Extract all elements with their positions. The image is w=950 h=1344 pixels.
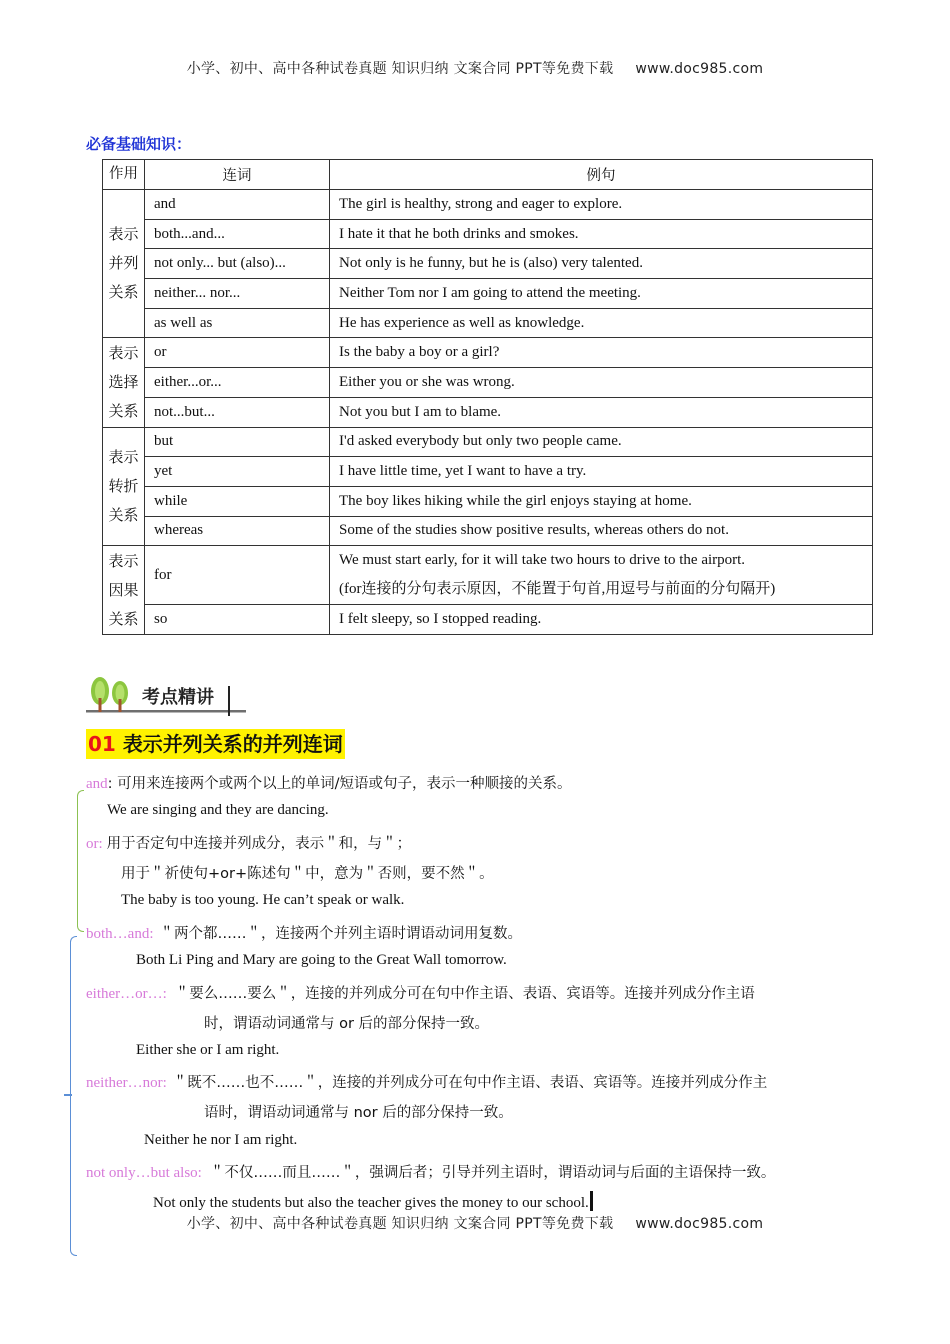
page-footer — [0, 1213, 950, 1233]
note-desc: ＂不仅……而且……＂，强调后者；引导并列主语时，谓语动词与后面的主语保持一致。 — [209, 1165, 776, 1181]
conj-cell: while — [145, 486, 330, 516]
table-row — [103, 190, 873, 220]
note-desc: ＂两个都……＂，连接两个并列主语时谓语动词用复数。 — [159, 926, 522, 942]
example-cell: Some of the studies show positive results, whereas others do not. — [330, 516, 873, 546]
conj-cell: and — [145, 190, 330, 220]
example-note: (for连接的分句表示原因，不能置于句首,用逗号与前面的分句隔开) — [339, 581, 776, 598]
table-row — [103, 368, 873, 398]
table-row — [103, 219, 873, 249]
term-both: both…and: — [86, 926, 154, 942]
note-or — [86, 832, 411, 853]
example-both: Both Li Ping and Mary are going to the Great Wall tomorrow. — [136, 952, 507, 968]
example-cell: I felt sleepy, so I stopped reading. — [330, 605, 873, 635]
table-row — [103, 249, 873, 279]
banner-title: 考点精讲 — [142, 687, 214, 708]
example-cell: He has experience as well as knowledge. — [330, 308, 873, 338]
margin-tick — [64, 1094, 72, 1096]
relation-line: 表示 — [108, 225, 139, 244]
note-either-2: 时，谓语动词通常与 or 后的部分保持一致。 — [204, 1016, 490, 1032]
relation-line: 并列 — [108, 254, 139, 273]
relation-line: 表示 — [108, 447, 139, 466]
table-row — [103, 338, 873, 368]
conj-cell: for — [145, 546, 330, 605]
table-row — [103, 397, 873, 427]
note-both — [86, 922, 522, 943]
relation-line: 关系 — [108, 283, 139, 302]
table-row — [103, 279, 873, 309]
example-cell: Either you or she was wrong. — [330, 368, 873, 398]
section-subtitle: 必备基础知识： — [86, 135, 192, 153]
table-row — [103, 486, 873, 516]
note-neither-2: 语时，谓语动词通常与 nor 后的部分保持一致。 — [204, 1105, 513, 1121]
note-not-only — [86, 1161, 775, 1182]
margin-bracket-green — [77, 790, 84, 932]
example-line: We must start early, for it will take two hours to drive to the airport. — [339, 552, 746, 569]
note-or-2: 用于＂祈使句+or+陈述句＂中，意为＂否则，要不然＂。 — [121, 866, 494, 882]
relation-line: 表示 — [108, 551, 139, 570]
note-desc: : 可用来连接两个或两个以上的单词/短语或句子，表示一种顺接的关系。 — [107, 776, 572, 792]
term-either: either…or…: — [86, 986, 167, 1002]
margin-bracket-blue — [70, 936, 77, 1256]
relation-line: 关系 — [108, 505, 139, 524]
header-text: 小学、初中、高中各种试卷真题 知识归纳 文案合同 PPT等免费下载 — [186, 61, 614, 77]
example-cell: I have little time, yet I want to have a try. — [330, 457, 873, 487]
relation-cell — [103, 427, 145, 546]
page-header — [0, 58, 950, 78]
relation-cell — [103, 190, 145, 338]
conj-cell: or — [145, 338, 330, 368]
relation-line: 关系 — [108, 401, 139, 420]
example-cell — [330, 546, 873, 605]
example-neither: Neither he nor I am right. — [144, 1132, 298, 1148]
section-number: 01 — [88, 732, 116, 756]
relation-line: 转折 — [108, 476, 139, 495]
table-row — [103, 546, 873, 605]
conj-cell: whereas — [145, 516, 330, 546]
conj-cell: neither... nor... — [145, 279, 330, 309]
header-example: 例句 — [330, 160, 873, 190]
example-cell: The boy likes hiking while the girl enjoys staying at home. — [330, 486, 873, 516]
example-cell: Neither Tom nor I am going to attend the meeting. — [330, 279, 873, 309]
conj-cell: but — [145, 427, 330, 457]
relation-line: 关系 — [108, 609, 139, 628]
note-and — [86, 772, 572, 793]
header-function: 作用 — [103, 160, 145, 190]
note-desc: ＂要么……要么＂，连接的并列成分可在句中作主语、表语、宾语等。连接并列成分作主语 — [174, 986, 755, 1002]
example-or: The baby is too young. He can’t speak or walk. — [121, 892, 405, 908]
footer-url[interactable]: www.doc985.com — [635, 1216, 764, 1232]
table-row — [103, 516, 873, 546]
note-either — [86, 982, 755, 1003]
note-desc: 用于否定句中连接并列成分，表示＂和，与＂； — [106, 836, 412, 852]
note-neither — [86, 1071, 767, 1092]
example-not-only — [153, 1191, 593, 1212]
table-row — [103, 457, 873, 487]
conjunction-table — [102, 159, 873, 635]
term-neither: neither…nor: — [86, 1075, 167, 1091]
example-either: Either she or I am right. — [136, 1042, 280, 1058]
footer-text: 小学、初中、高中各种试卷真题 知识归纳 文案合同 PPT等免费下载 — [186, 1216, 614, 1232]
example-and: We are singing and they are dancing. — [107, 802, 329, 818]
conj-cell: so — [145, 605, 330, 635]
relation-line: 因果 — [108, 580, 139, 599]
table-row — [103, 427, 873, 457]
section-title: 表示并列关系的并列连词 — [122, 732, 343, 756]
example-text: Not only the students but also the teacher gives the money to our school. — [153, 1195, 589, 1211]
header-url[interactable]: www.doc985.com — [635, 61, 764, 77]
conj-cell: either...or... — [145, 368, 330, 398]
term-and: and — [86, 776, 108, 792]
table-row — [103, 605, 873, 635]
note-desc: ＂既不……也不……＂，连接的并列成分可在句中作主语、表语、宾语等。连接并列成分作主 — [172, 1075, 768, 1091]
example-cell: I'd asked everybody but only two people came. — [330, 427, 873, 457]
section-banner — [86, 672, 256, 718]
section-heading — [86, 729, 345, 759]
header-conjunction: 连词 — [145, 160, 330, 190]
term-or: or: — [86, 836, 103, 852]
conj-cell: not...but... — [145, 397, 330, 427]
example-cell: Not you but I am to blame. — [330, 397, 873, 427]
example-cell: Not only is he funny, but he is (also) very talented. — [330, 249, 873, 279]
relation-line: 表示 — [108, 343, 139, 362]
relation-cell — [103, 338, 145, 427]
conj-cell: not only... but (also)... — [145, 249, 330, 279]
conj-cell: as well as — [145, 308, 330, 338]
term-not-only: not only…but also: — [86, 1165, 202, 1181]
relation-cell — [103, 546, 145, 635]
conj-cell: yet — [145, 457, 330, 487]
example-cell: The girl is healthy, strong and eager to explore. — [330, 190, 873, 220]
example-cell: I hate it that he both drinks and smokes. — [330, 219, 873, 249]
example-cell: Is the baby a boy or a girl? — [330, 338, 873, 368]
table-row — [103, 308, 873, 338]
relation-line: 选择 — [108, 372, 139, 391]
table-header-row — [103, 160, 873, 190]
text-cursor — [590, 1191, 593, 1211]
conj-cell: both...and... — [145, 219, 330, 249]
